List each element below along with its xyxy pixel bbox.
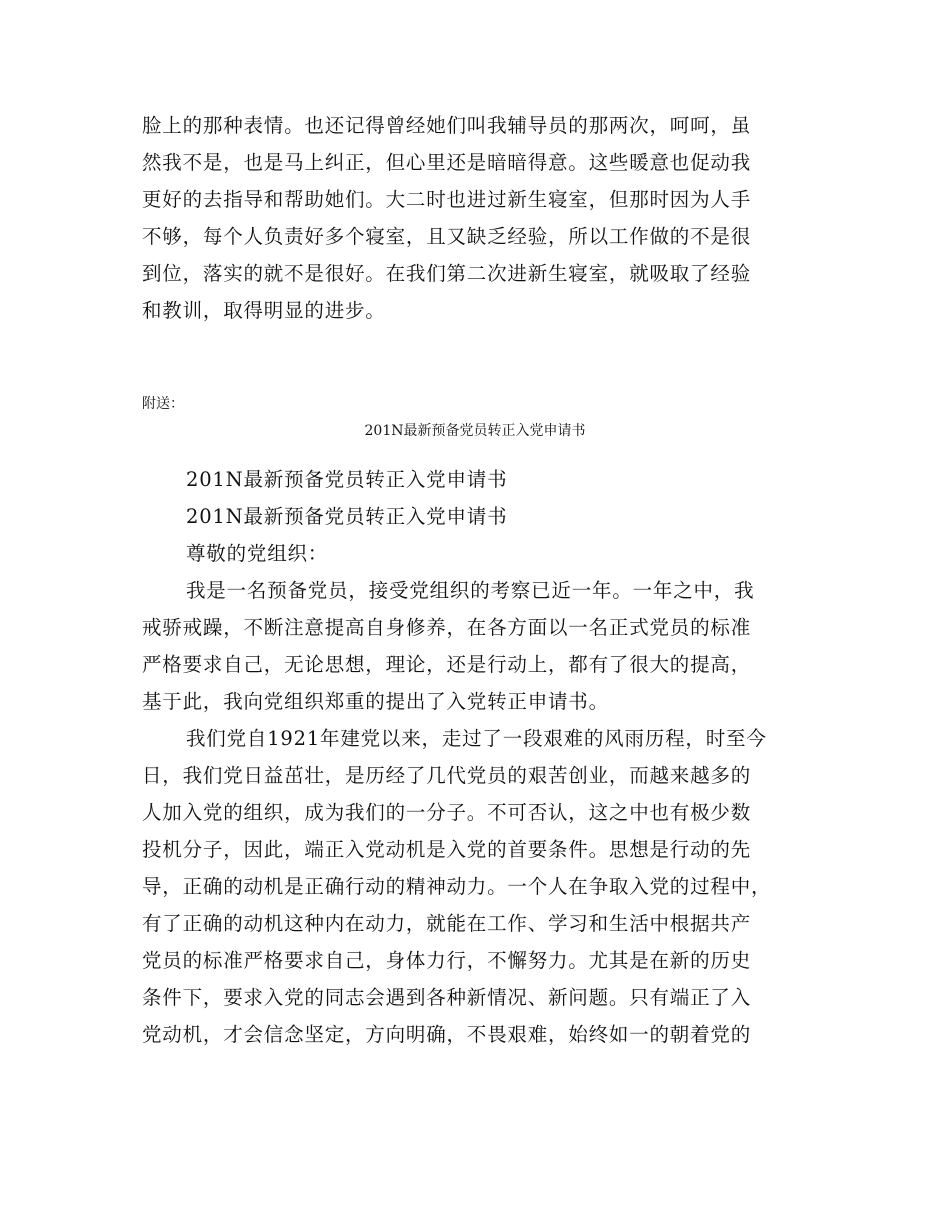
paragraph-2-line: 有了正确的动机这种内在动力，就能在工作、学习和生活中根据共产 [142,912,752,935]
paragraph-1-line: 基于此，我向党组织郑重的提出了入党转正申请书。 [142,690,609,713]
paragraph-2-line: 日，我们党日益茁壮，是历经了几代党员的艰苦创业，而越来越多的 [142,764,752,787]
top-paragraph-line: 然我不是，也是马上纠正，但心里还是暗暗得意。这些暖意也促动我 [142,151,752,174]
paragraph-2-line: 人加入党的组织，成为我们的一分子。不可否认，这之中也有极少数 [142,801,752,824]
paragraph-1-line: 戒骄戒躁，不断注意提高自身修养，在各方面以一名正式党员的标准 [142,616,752,639]
top-paragraph-line: 到位，落实的就不是很好。在我们第二次进新生寝室，就吸取了经验 [142,262,752,285]
top-paragraph-line: 和教训，取得明显的进步。 [142,299,386,322]
top-paragraph-line: 脸上的那种表情。也还记得曾经她们叫我辅导员的那两次，呵呵，虽 [142,114,752,137]
top-paragraph-line: 更好的去指导和帮助她们。大二时也进过新生寝室，但那时因为人手 [142,188,752,211]
heading-line: 201N最新预备党员转正入党申请书 [186,468,508,491]
top-paragraph-line: 不够，每个人负责好多个寝室，且又缺乏经验，所以工作做的不是很 [142,225,752,248]
heading-line: 201N最新预备党员转正入党申请书 [186,505,508,528]
paragraph-2-line: 党动机，才会信念坚定，方向明确，不畏艰难，始终如一的朝着党的 [142,1023,752,1046]
paragraph-2-line: 条件下，要求入党的同志会遇到各种新情况、新问题。只有端正了入 [142,986,752,1009]
appendix-title: 201N最新预备党员转正入党申请书 [364,423,586,439]
paragraph-2-line: 党员的标准严格要求自己，身体力行，不懈努力。尤其是在新的历史 [142,949,752,972]
paragraph-2-line: 我们党自1921年建党以来，走过了一段艰难的风雨历程，时至今 [186,727,767,750]
paragraph-1-line: 严格要求自己，无论思想，理论，还是行动上，都有了很大的提高， [142,653,752,676]
salutation: 尊敬的党组织： [186,542,329,565]
paragraph-2-line: 导，正确的动机是正确行动的精神动力。一个人在争取入党的过程中， [142,875,772,898]
appendix-label: 附送： [142,396,184,412]
paragraph-2-line: 投机分子，因此，端正入党动机是入党的首要条件。思想是行动的先 [142,838,752,861]
paragraph-1-line: 我是一名预备党员，接受党组织的考察已近一年。一年之中，我 [186,579,755,602]
